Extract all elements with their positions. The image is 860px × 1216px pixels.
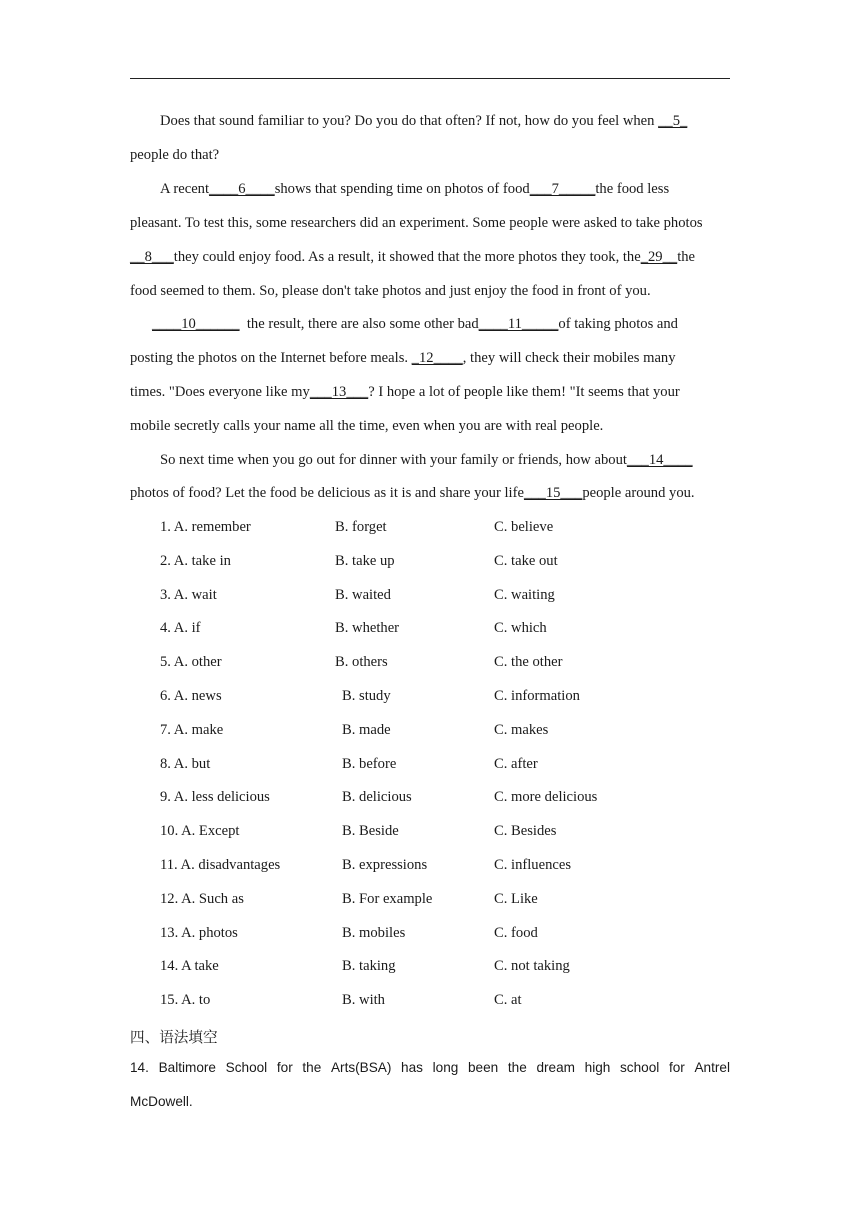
- passage-line: [160, 452, 693, 469]
- option-b: B. expressions: [342, 857, 428, 873]
- passage-line: [160, 113, 687, 130]
- option-c: C. more delicious: [494, 789, 598, 806]
- passage-text: shows that spending time on photos of food: [274, 181, 530, 197]
- option-c: C. Besides: [494, 823, 557, 840]
- passage-text: people around you.: [582, 485, 695, 501]
- option-b: B. with: [342, 992, 385, 1009]
- passage-text: posting the photos on the Internet before meals.: [130, 350, 412, 366]
- option-a: 1. A. remember: [160, 519, 251, 535]
- option-a: 10. A. Except: [160, 823, 240, 840]
- blank-6: ____6____: [209, 181, 275, 197]
- passage-text: the result, there are also some other bad: [239, 316, 479, 332]
- passage-line: food seemed to them. So, please don't take photos and just enjoy the food in front of you.: [130, 283, 651, 299]
- question-word: Arts(BSA): [330, 1060, 392, 1075]
- passage-line: mobile secretly calls your name all the time, even when you are with real people.: [130, 418, 604, 434]
- blank-15: ___15___: [523, 485, 583, 501]
- option-b: B. waited: [335, 586, 391, 603]
- option-c: C. which: [494, 620, 547, 637]
- option-a: 3. A. wait: [160, 586, 217, 603]
- option-c: C. take out: [494, 552, 558, 569]
- question-word: 14.: [130, 1060, 149, 1075]
- passage-line: [130, 249, 695, 266]
- blank-14: ___14____: [626, 452, 693, 468]
- option-c: C. the other: [494, 654, 563, 671]
- blank-11: ____11_____: [478, 316, 559, 332]
- passage-text: Does that sound familiar to you? Do you do that often? If not, how do you feel when: [160, 113, 659, 129]
- passage-text: they could enjoy food. As a result, it showed that the more photos they took, the: [173, 249, 641, 265]
- blank-10: ____10______: [152, 316, 240, 332]
- section-heading: 四、语法填空: [130, 1030, 218, 1046]
- passage-line: pleasant. To test this, some researchers did an experiment. Some people were asked to take photos: [130, 215, 703, 231]
- option-a: 5. A. other: [160, 654, 222, 671]
- question-word: for: [276, 1060, 293, 1075]
- blank-7: ___7_____: [529, 181, 596, 197]
- blank-12: _12____: [411, 350, 463, 366]
- option-c: C. believe: [494, 519, 554, 535]
- passage-text: of taking photos and: [558, 316, 678, 332]
- passage-text: times. "Does everyone like my: [130, 384, 310, 400]
- option-a: 7. A. make: [160, 721, 224, 738]
- passage-text: the food less: [595, 181, 670, 197]
- option-b: B. made: [342, 721, 391, 738]
- question-word: the: [302, 1060, 322, 1075]
- option-b: B. mobiles: [342, 924, 406, 941]
- question-word: Baltimore: [158, 1060, 216, 1075]
- passage-line: [130, 384, 680, 401]
- blank-8: __8___: [130, 249, 174, 265]
- option-b: B. delicious: [342, 789, 412, 806]
- option-c: C. after: [494, 755, 538, 772]
- question-word: school: [620, 1060, 660, 1075]
- blank-9: _29__: [640, 249, 678, 265]
- option-a: 13. A. photos: [160, 924, 238, 941]
- question-word: School: [225, 1060, 268, 1075]
- option-a: 15. A. to: [160, 992, 211, 1009]
- option-c: C. Like: [494, 890, 538, 907]
- option-a: 4. A. if: [160, 620, 201, 637]
- passage-line: [160, 181, 669, 198]
- option-c: C. at: [494, 992, 522, 1009]
- passage-text: the: [677, 249, 696, 265]
- passage-line: [130, 350, 676, 367]
- question-word: the: [507, 1060, 527, 1075]
- question-word: high: [584, 1060, 611, 1075]
- option-a: 2. A. take in: [160, 552, 231, 569]
- option-a: 14. A take: [160, 958, 219, 975]
- passage-text: A recent: [160, 181, 210, 197]
- option-c: C. influences: [494, 857, 572, 873]
- option-c: C. not taking: [494, 958, 570, 975]
- passage-text: photos of food? Let the food be delicious as it is and share your life: [130, 485, 524, 501]
- option-b: B. take up: [335, 552, 395, 569]
- option-c: C. waiting: [494, 586, 555, 603]
- passage-text: So next time when you go out for dinner with your family or friends, how about: [160, 452, 627, 468]
- passage-text: , they will check their mobiles many: [462, 350, 676, 366]
- option-b: B. forget: [335, 519, 387, 535]
- question-word: has: [401, 1060, 423, 1075]
- option-b: B. whether: [335, 620, 400, 637]
- blank-13: ___13___: [309, 384, 369, 400]
- option-c: C. food: [494, 924, 538, 941]
- option-b: B. For example: [342, 890, 433, 907]
- question-line: McDowell.: [130, 1094, 193, 1109]
- question-word: long: [432, 1060, 459, 1075]
- question-word: for: [668, 1060, 685, 1075]
- option-a: 8. A. but: [160, 755, 211, 772]
- option-a: 11. A. disadvantages: [160, 857, 281, 873]
- option-a: 6. A. news: [160, 688, 222, 704]
- option-b: B. study: [342, 688, 391, 704]
- option-c: C. makes: [494, 721, 549, 738]
- option-c: C. information: [494, 688, 580, 704]
- option-b: B. taking: [342, 958, 396, 975]
- option-b: B. before: [342, 755, 397, 772]
- question-word: Antrel: [694, 1060, 730, 1075]
- option-b: B. others: [335, 654, 388, 671]
- passage-text: ? I hope a lot of people like them! "It seems that your: [368, 384, 680, 400]
- question-word: been: [467, 1060, 499, 1075]
- header-rule: [130, 78, 730, 79]
- passage-line: [130, 485, 695, 502]
- question-line: [130, 1060, 730, 1075]
- option-b: B. Beside: [342, 823, 399, 840]
- blank-5: __5_: [658, 113, 688, 129]
- question-word: dream: [536, 1060, 575, 1075]
- option-a: 9. A. less delicious: [160, 789, 270, 806]
- option-a: 12. A. Such as: [160, 890, 244, 907]
- passage-line: people do that?: [130, 147, 220, 163]
- passage-line: [152, 316, 678, 333]
